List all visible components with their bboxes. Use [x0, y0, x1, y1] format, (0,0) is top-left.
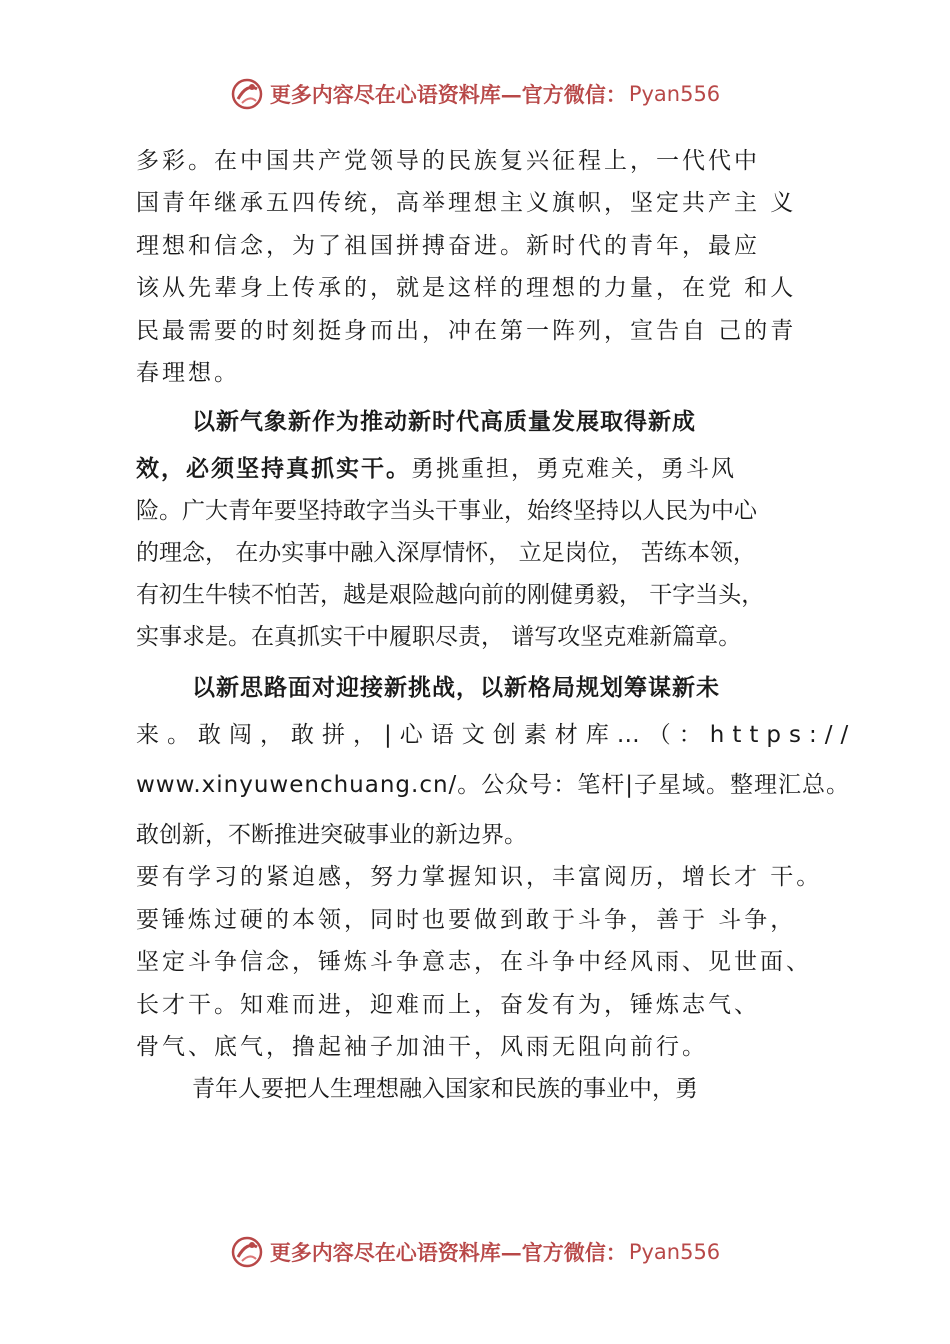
paragraph1-line: 该从先辈身上传承的，就是这样的理想的力量，在党 和人 [136, 275, 797, 301]
header-banner-text: 更多内容尽在心语资料库—官方微信： [269, 82, 627, 107]
paragraph1-line: 多彩。在中国共产党领导的民族复兴征程上，一代代中 [136, 148, 760, 174]
paragraph2-heading-bold: 效，必须坚持真抓实干。 [136, 456, 411, 482]
paragraph2-heading: 以新气象新作为推动新时代高质量发展取得新成 [192, 409, 696, 435]
paragraph3-line: 坚定斗争信念，锤炼斗争意志，在斗争中经风雨、见世面、 [136, 949, 812, 975]
footer-banner [0, 1230, 950, 1274]
footer-wechat-id: Pyan556 [628, 1240, 721, 1264]
logo-icon [230, 77, 264, 111]
footer-banner-text: 更多内容尽在心语资料库—官方微信： [269, 1240, 627, 1265]
paragraph1-line: 春理想。 [136, 360, 240, 386]
paragraph2-heading-rest: 勇挑重担，勇克难关，勇斗风 [411, 456, 736, 482]
paragraph1-line: 理想和信念，为了祖国拼搏奋进。新时代的青年，最应 [136, 233, 760, 259]
paragraph3-heading: 以新思路面对迎接新挑战，以新格局规划筹谋新未 [192, 675, 720, 701]
paragraph1-line: 民最需要的时刻挺身而出，冲在第一阵列，宣告自 己的青 [136, 318, 797, 344]
header-wechat-id: Pyan556 [628, 82, 721, 106]
paragraph4-line: 青年人要把人生理想融入国家和民族的事业中，勇 [192, 1076, 698, 1102]
paragraph2-heading-line2 [136, 452, 736, 486]
paragraph2-line: 有初生牛犊不怕苦，越是艰险越向前的刚健勇毅， 干字当头， [136, 582, 765, 608]
header-banner [0, 72, 950, 116]
paragraph3-line: 要有学习的紧迫感，努力掌握知识，丰富阅历，增长才 干。 [136, 864, 823, 890]
logo-icon [230, 1235, 264, 1269]
paragraph3-line2: 来。敢闯，敢拼，|心语文创素材库…（：https:// [136, 722, 857, 748]
paragraph1-line: 国青年继承五四传统，高举理想主义旗帜，坚定共产主 义 [136, 190, 797, 216]
paragraph3-line: 长才干。知难而进，迎难而上，奋发有为，锤炼志气、 [136, 992, 760, 1018]
paragraph3-line3: www.xinyuwenchuang.cn/。公众号：笔杆|子星域。整理汇总。 [136, 772, 851, 798]
paragraph2-line: 险。广大青年要坚持敢字当头干事业，始终坚持以人民为中心 [136, 498, 757, 524]
paragraph3-line: 要锤炼过硬的本领，同时也要做到敢于斗争，善于 斗争， [136, 907, 797, 933]
paragraph3-line: 骨气、底气，撸起袖子加油干，风雨无阻向前行。 [136, 1034, 708, 1060]
paragraph2-line: 的理念， 在办实事中融入深厚情怀， 立足岗位， 苦练本领， [136, 540, 756, 566]
paragraph3-line4: 敢创新，不断推进突破事业的新边界。 [136, 822, 527, 848]
paragraph2-line: 实事求是。在真抓实干中履职尽责， 谱写攻坚克难新篇章。 [136, 624, 742, 650]
